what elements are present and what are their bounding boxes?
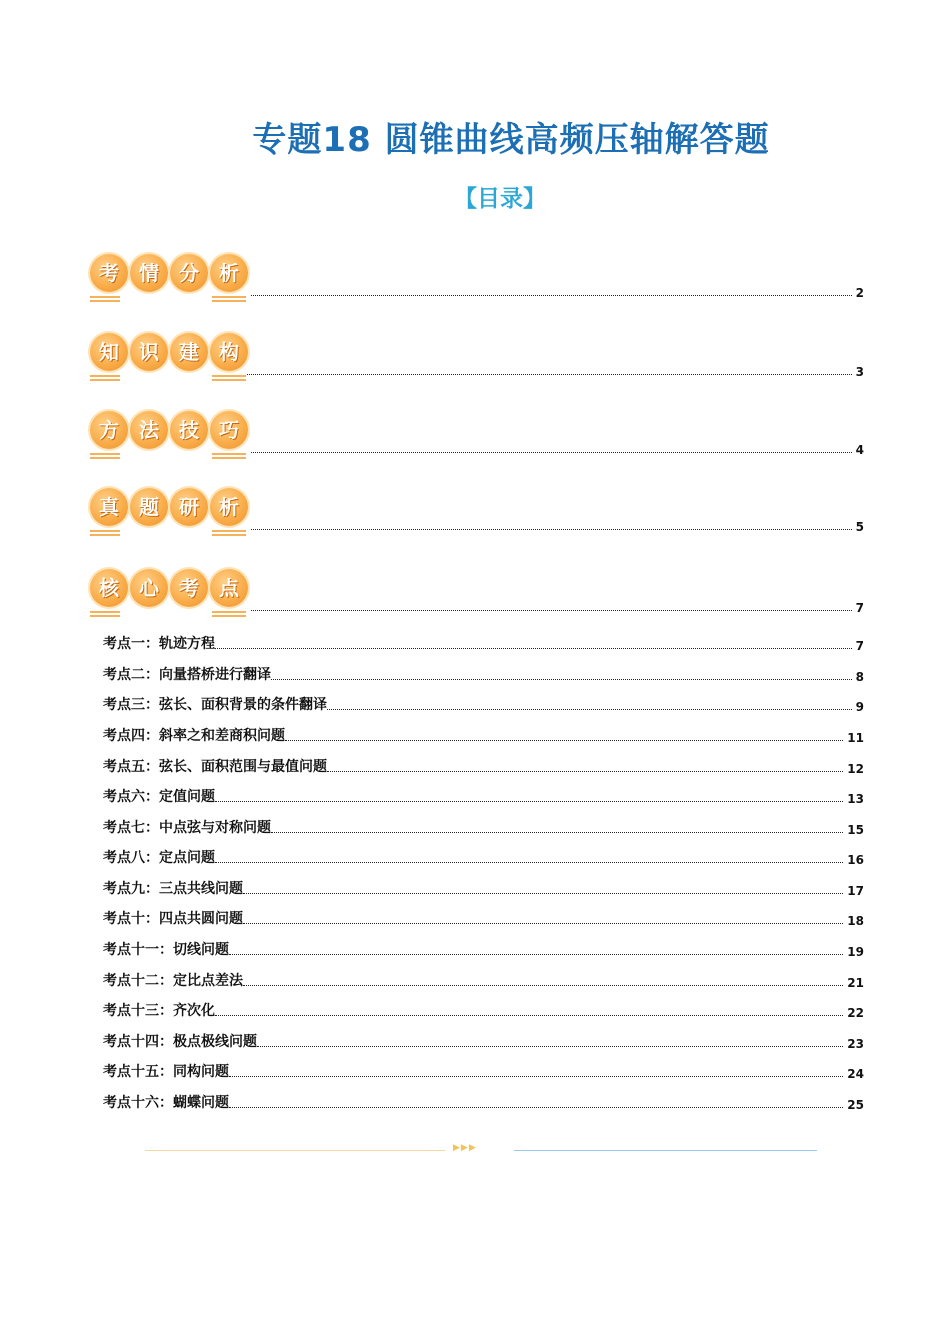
section-badges <box>88 329 252 389</box>
divider-line-left <box>145 1150 445 1151</box>
page-number: 15 <box>847 823 864 837</box>
badge-underline <box>90 457 120 459</box>
toc-entry[interactable] <box>103 1000 864 1020</box>
dot-leader <box>215 861 843 863</box>
dot-leader <box>257 1045 843 1047</box>
section-badges <box>88 407 252 467</box>
badge-underline <box>90 375 120 377</box>
section-entry-core-points[interactable] <box>88 565 864 625</box>
toc-label: 考点八：定点问题 <box>103 850 215 866</box>
badge-underline <box>90 534 120 536</box>
badge-char: 知 <box>90 333 128 371</box>
badge-char: 法 <box>130 411 168 449</box>
toc-entry[interactable] <box>103 1092 864 1112</box>
badge-underline <box>90 611 120 613</box>
page-number: 2 <box>855 286 864 300</box>
section-entry-knowledge[interactable] <box>88 329 864 389</box>
page-number: 21 <box>847 976 864 990</box>
page-number: 22 <box>847 1006 864 1020</box>
badge-char: 考 <box>90 254 128 292</box>
dot-leader <box>327 708 852 710</box>
toc-heading: 【目录】 <box>454 186 546 212</box>
badge-char: 析 <box>210 488 248 526</box>
toc-label: 考点十四：极点极线问题 <box>103 1034 257 1050</box>
dot-leader <box>251 528 852 530</box>
section-entry-methods[interactable] <box>88 407 864 467</box>
dot-leader <box>327 770 843 772</box>
dot-leader <box>251 294 852 296</box>
badge-underline <box>90 300 120 302</box>
badge-underline <box>212 534 246 536</box>
toc-entry[interactable] <box>103 756 864 776</box>
toc-label: 考点十五：同构问题 <box>103 1064 229 1080</box>
toc-label: 考点十一：切线问题 <box>103 942 229 958</box>
badge-char: 核 <box>90 569 128 607</box>
toc-label: 考点十：四点共圆问题 <box>103 911 243 927</box>
badge-char: 题 <box>130 488 168 526</box>
toc-entry[interactable] <box>103 847 864 867</box>
dot-leader <box>243 922 843 924</box>
badge-char: 构 <box>210 333 248 371</box>
badge-char: 析 <box>210 254 248 292</box>
toc-entry[interactable] <box>103 939 864 959</box>
dot-leader <box>285 739 843 741</box>
page-number: 9 <box>855 700 864 714</box>
page-number: 18 <box>847 914 864 928</box>
badge-char: 心 <box>130 569 168 607</box>
badge-char: 识 <box>130 333 168 371</box>
badge-char: 技 <box>170 411 208 449</box>
toc-entry[interactable] <box>103 908 864 928</box>
badge-underline <box>90 453 120 455</box>
section-leader <box>251 443 864 457</box>
badge-char: 方 <box>90 411 128 449</box>
badge-underline <box>90 379 120 381</box>
toc-entry[interactable] <box>103 664 864 684</box>
section-leader <box>247 365 864 379</box>
page-number: 5 <box>855 520 864 534</box>
badge-char: 考 <box>170 569 208 607</box>
dot-leader <box>215 800 843 802</box>
page-number: 7 <box>855 601 864 615</box>
section-leader <box>251 601 864 615</box>
page-number: 19 <box>847 945 864 959</box>
toc-label: 考点五：弦长、面积范围与最值问题 <box>103 759 327 775</box>
toc-entry[interactable] <box>103 970 864 990</box>
badge-underline <box>212 296 246 298</box>
badge-underline <box>212 615 246 617</box>
toc-entry[interactable] <box>103 694 864 714</box>
toc-entry[interactable] <box>103 1031 864 1051</box>
badge-underline <box>212 530 246 532</box>
badge-char: 真 <box>90 488 128 526</box>
page-number: 3 <box>855 365 864 379</box>
dot-leader <box>243 892 843 894</box>
toc-entry[interactable] <box>103 786 864 806</box>
dot-leader <box>229 1106 843 1108</box>
section-entry-analysis[interactable] <box>88 250 864 310</box>
badge-underline <box>212 375 246 377</box>
page-number: 4 <box>855 443 864 457</box>
page-number: 12 <box>847 762 864 776</box>
badge-char: 建 <box>170 333 208 371</box>
page-number: 7 <box>855 639 864 653</box>
divider-line-right <box>514 1150 817 1151</box>
badge-underline <box>212 379 246 381</box>
dot-leader <box>229 1075 843 1077</box>
section-badges <box>88 250 252 310</box>
page-number: 8 <box>855 670 864 684</box>
toc-entry[interactable] <box>103 633 864 653</box>
badge-underline <box>90 615 120 617</box>
toc-label: 考点十六：蝴蝶问题 <box>103 1095 229 1111</box>
badge-underline <box>90 530 120 532</box>
page-number: 23 <box>847 1037 864 1051</box>
toc-label: 考点三：弦长、面积背景的条件翻译 <box>103 697 327 713</box>
badge-underline <box>212 457 246 459</box>
toc-label: 考点二：向量搭桥进行翻译 <box>103 667 271 683</box>
page-number: 24 <box>847 1067 864 1081</box>
dot-leader <box>271 831 843 833</box>
dot-leader <box>243 984 843 986</box>
page-number: 11 <box>847 731 864 745</box>
triangle-arrows-icon: ▶▶▶ <box>453 1143 477 1153</box>
toc-entry[interactable] <box>103 1061 864 1081</box>
page-number: 16 <box>847 853 864 867</box>
section-leader <box>251 520 864 534</box>
badge-underline <box>212 300 246 302</box>
toc-label: 考点九：三点共线问题 <box>103 881 243 897</box>
footer-divider <box>145 1143 817 1156</box>
badge-char: 巧 <box>210 411 248 449</box>
toc-label: 考点一：轨迹方程 <box>103 636 215 652</box>
badge-underline <box>90 296 120 298</box>
badge-underline <box>212 611 246 613</box>
dot-leader <box>271 678 852 680</box>
toc-label: 考点十二：定比点差法 <box>103 973 243 989</box>
badge-char: 点 <box>210 569 248 607</box>
badge-char: 分 <box>170 254 208 292</box>
section-badges <box>88 484 252 544</box>
toc-label: 考点四：斜率之和差商积问题 <box>103 728 285 744</box>
page-number: 13 <box>847 792 864 806</box>
dot-leader <box>251 609 852 611</box>
section-leader <box>251 286 864 300</box>
page-number: 25 <box>847 1098 864 1112</box>
toc-label: 考点七：中点弦与对称问题 <box>103 820 271 836</box>
section-entry-real-questions[interactable] <box>88 484 864 544</box>
badge-underline <box>212 453 246 455</box>
section-badges <box>88 565 252 625</box>
dot-leader <box>229 953 843 955</box>
badge-char: 情 <box>130 254 168 292</box>
dot-leader <box>251 451 852 453</box>
toc-label: 考点六：定值问题 <box>103 789 215 805</box>
toc-label: 考点十三：齐次化 <box>103 1003 215 1019</box>
toc-entry[interactable] <box>103 725 864 745</box>
dot-leader <box>215 647 852 649</box>
toc-entry[interactable] <box>103 817 864 837</box>
page-number: 17 <box>847 884 864 898</box>
document-title: 专题18 圆锥曲线高频压轴解答题 <box>252 120 770 160</box>
badge-char: 研 <box>170 488 208 526</box>
dot-leader <box>215 1014 843 1016</box>
dot-leader <box>247 373 852 375</box>
toc-entry[interactable] <box>103 878 864 898</box>
